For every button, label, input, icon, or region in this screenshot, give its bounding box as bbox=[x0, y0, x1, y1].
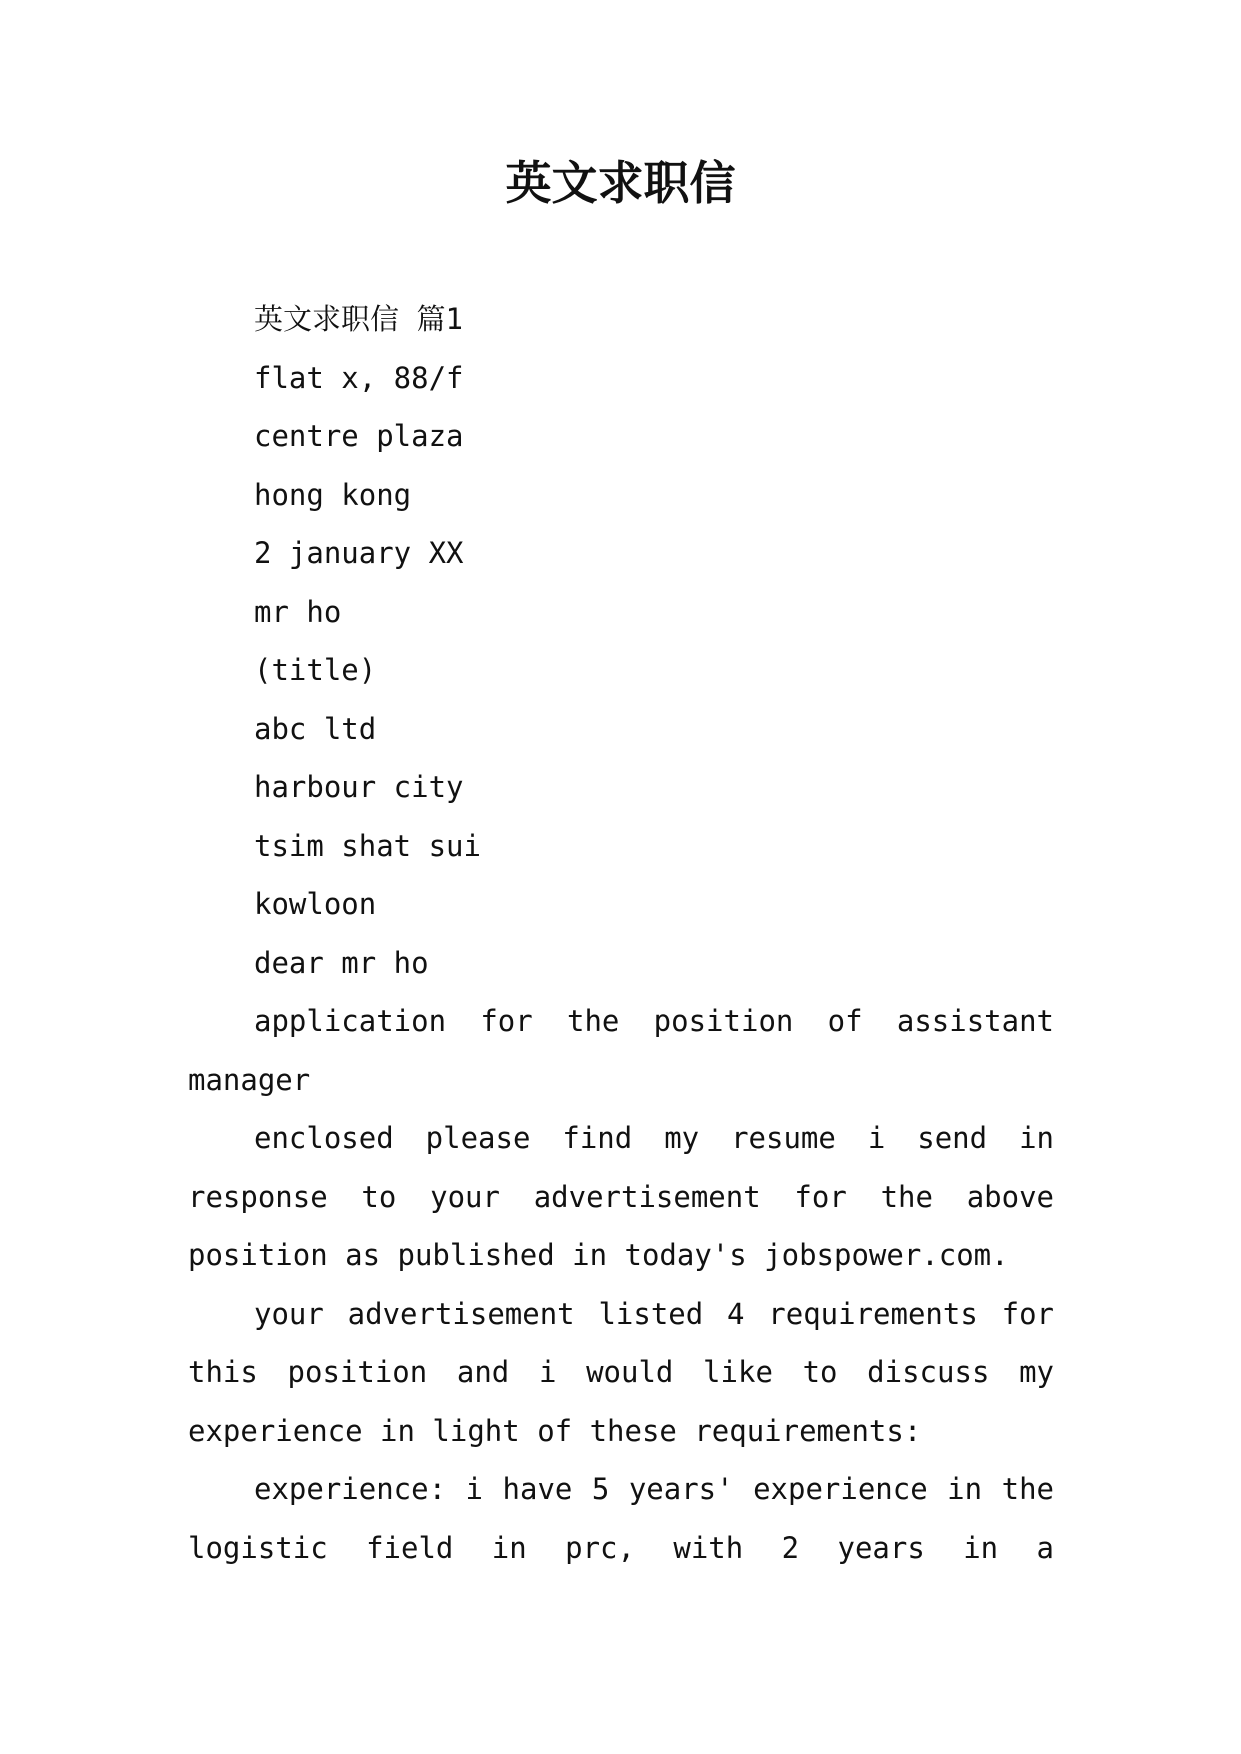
address-line: harbour city bbox=[254, 770, 464, 804]
address-line: hong kong bbox=[254, 477, 412, 512]
document-title: 英文求职信 bbox=[505, 156, 736, 210]
body-paragraph: enclosed please find my resume i send in response to your advertisement for the above position as published in today's jobspower.com. bbox=[188, 1121, 1054, 1272]
subject-paragraph: application for the position of assistant manager bbox=[188, 1004, 1054, 1097]
date-line: 2 january XX bbox=[254, 536, 464, 570]
recipient-name: mr ho bbox=[254, 594, 342, 629]
body-paragraph: your advertisement listed 4 requirements for this position and i would like to discuss my experience in light of these requirements: bbox=[188, 1296, 1054, 1448]
address-line: kowloon bbox=[254, 887, 377, 921]
company-name: abc ltd bbox=[254, 711, 377, 746]
address-line: centre plaza bbox=[254, 419, 464, 453]
address-line: tsim shat sui bbox=[254, 828, 481, 863]
section-heading: 英文求职信 篇1 bbox=[254, 302, 463, 336]
document-body bbox=[188, 290, 1054, 1577]
address-line: flat x, 88/f bbox=[254, 360, 464, 395]
salutation: dear mr ho bbox=[254, 945, 429, 980]
recipient-title: (title) bbox=[254, 653, 377, 687]
body-paragraph: experience: i have 5 years' experience in the logistic field in prc, with 2 years in a bbox=[188, 1472, 1054, 1565]
